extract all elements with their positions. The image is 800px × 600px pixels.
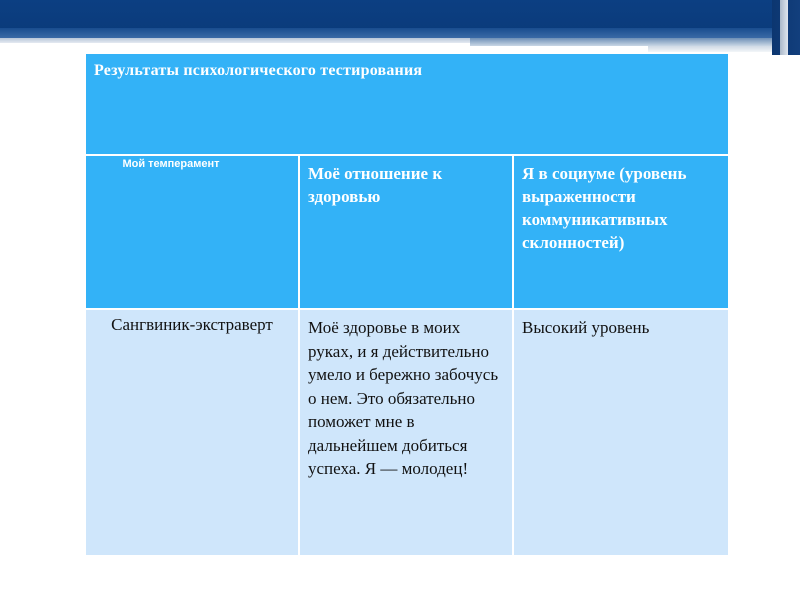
decor-stripe-right <box>470 38 800 46</box>
decor-corner-light <box>780 0 788 55</box>
table-title: Результаты психологического тестирования <box>86 54 728 154</box>
top-banner-shade <box>0 28 800 38</box>
results-table <box>86 54 728 555</box>
cell-society: Высокий уровень <box>514 310 728 555</box>
cell-health-attitude: Моё здоровье в моих руках, и я действительно умело и бережно забочусь о нем. Это обязательно поможет мне в дальнейшем добиться успеха. Я — молодец! <box>300 310 512 555</box>
decor-corner-tab <box>648 46 788 52</box>
decor-stripe-left <box>0 38 470 43</box>
header-society: Я в социуме (уровень выраженности коммуникативных склонностей) <box>514 156 728 308</box>
header-health-attitude: Моё отношение к здоровью <box>300 156 512 308</box>
cell-temperament: Сангвиник-экстраверт <box>86 310 298 555</box>
header-temperament: Мой темперамент <box>86 156 298 308</box>
